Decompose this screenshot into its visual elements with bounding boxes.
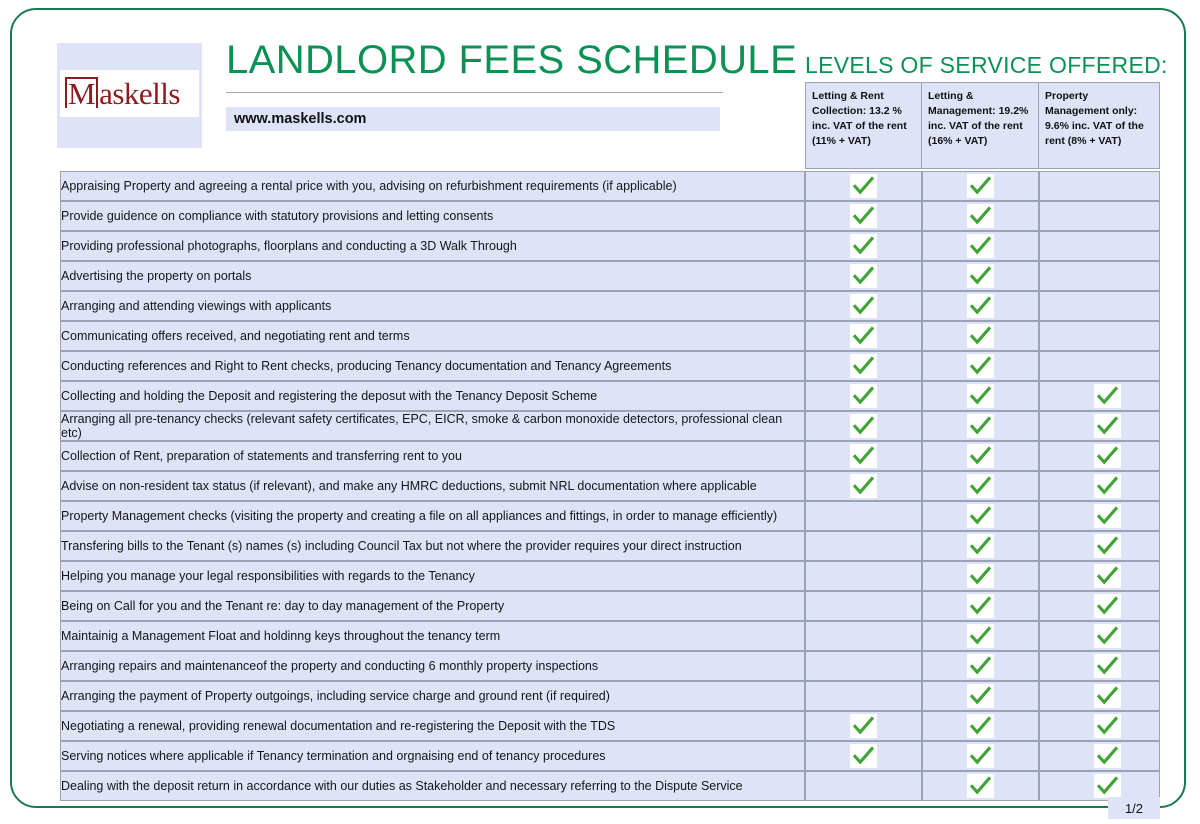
checkmark-icon	[850, 444, 877, 468]
cell-letting-management	[922, 711, 1039, 741]
logo-text	[60, 76, 180, 112]
website-band	[226, 107, 720, 131]
cell-letting-rent-collection	[805, 411, 922, 441]
checkmark-icon	[850, 234, 877, 258]
service-description: Collecting and holding the Deposit and registering the deposut with the Tenancy Deposit Scheme	[60, 381, 805, 411]
fees-table-body	[60, 171, 1160, 801]
cell-property-management-only	[1039, 321, 1160, 351]
service-description: Conducting references and Right to Rent checks, producing Tenancy documentation and Tenancy Agreements	[60, 351, 805, 381]
cell-property-management-only	[1039, 261, 1160, 291]
cell-property-management-only	[1039, 591, 1160, 621]
cell-letting-management	[922, 201, 1039, 231]
checkmark-icon	[967, 594, 994, 618]
service-description: Collection of Rent, preparation of statements and transferring rent to you	[60, 441, 805, 471]
table-row	[60, 711, 1160, 741]
cell-letting-rent-collection	[805, 561, 922, 591]
checkmark-icon	[1094, 654, 1121, 678]
table-row	[60, 351, 1160, 381]
table-row	[60, 591, 1160, 621]
cell-letting-rent-collection	[805, 261, 922, 291]
cell-letting-management	[922, 741, 1039, 771]
title-divider	[226, 92, 723, 93]
checkmark-icon	[967, 294, 994, 318]
checkmark-icon	[967, 744, 994, 768]
service-description: Appraising Property and agreeing a rental price with you, advising on refurbishment requirements (if applicable)	[60, 171, 805, 201]
checkmark-icon	[967, 624, 994, 648]
checkmark-icon	[1094, 684, 1121, 708]
cell-property-management-only	[1039, 651, 1160, 681]
checkmark-icon	[1094, 534, 1121, 558]
cell-property-management-only	[1039, 621, 1160, 651]
table-row	[60, 621, 1160, 651]
document-header	[12, 10, 1188, 162]
service-description: Provide guidence on compliance with statutory provisions and letting consents	[60, 201, 805, 231]
service-description: Dealing with the deposit return in accordance with our duties as Stakeholder and necessary referring to the Dispute Service	[60, 771, 805, 801]
table-row	[60, 771, 1160, 801]
cell-letting-rent-collection	[805, 711, 922, 741]
logo-wordmark	[60, 70, 199, 117]
cell-property-management-only	[1039, 171, 1160, 201]
cell-letting-management	[922, 351, 1039, 381]
cell-property-management-only	[1039, 231, 1160, 261]
cell-letting-management	[922, 291, 1039, 321]
checkmark-icon	[850, 384, 877, 408]
cell-letting-management	[922, 321, 1039, 351]
checkmark-icon	[967, 414, 994, 438]
cell-letting-management	[922, 261, 1039, 291]
cell-property-management-only	[1039, 381, 1160, 411]
checkmark-icon	[967, 774, 994, 798]
cell-property-management-only	[1039, 441, 1160, 471]
logo-rest: askells	[99, 75, 180, 111]
checkmark-icon	[967, 654, 994, 678]
cell-letting-rent-collection	[805, 741, 922, 771]
service-description: Negotiating a renewal, providing renewal documentation and re-registering the Deposit with the TDS	[60, 711, 805, 741]
table-row	[60, 321, 1160, 351]
cell-letting-rent-collection	[805, 231, 922, 261]
column-header-letting-management: Letting & Management: 19.2% inc. VAT of the rent (16% + VAT)	[922, 82, 1039, 169]
cell-letting-management	[922, 381, 1039, 411]
cell-letting-management	[922, 171, 1039, 201]
checkmark-icon	[1094, 714, 1121, 738]
cell-letting-rent-collection	[805, 321, 922, 351]
checkmark-icon	[967, 234, 994, 258]
cell-letting-rent-collection	[805, 501, 922, 531]
checkmark-icon	[850, 324, 877, 348]
checkmark-icon	[850, 474, 877, 498]
checkmark-icon	[850, 204, 877, 228]
cell-letting-rent-collection	[805, 651, 922, 681]
table-row	[60, 681, 1160, 711]
cell-letting-rent-collection	[805, 171, 922, 201]
checkmark-icon	[1094, 744, 1121, 768]
cell-property-management-only	[1039, 471, 1160, 501]
checkmark-icon	[850, 264, 877, 288]
table-row	[60, 741, 1160, 771]
service-description: Property Management checks (visiting the property and creating a file on all appliances and fittings, in order to manage efficiently)	[60, 501, 805, 531]
checkmark-icon	[967, 714, 994, 738]
page-number-badge: 1/2	[1108, 797, 1160, 819]
cell-letting-management	[922, 411, 1039, 441]
page-title: LANDLORD FEES SCHEDULE	[226, 38, 798, 82]
cell-letting-rent-collection	[805, 351, 922, 381]
table-row	[60, 231, 1160, 261]
checkmark-icon	[850, 744, 877, 768]
table-row	[60, 171, 1160, 201]
checkmark-icon	[850, 414, 877, 438]
service-description: Being on Call for you and the Tenant re: day to day management of the Property	[60, 591, 805, 621]
table-row	[60, 531, 1160, 561]
checkmark-icon	[1094, 504, 1121, 528]
cell-letting-management	[922, 441, 1039, 471]
checkmark-icon	[1094, 474, 1121, 498]
checkmark-icon	[967, 264, 994, 288]
cell-property-management-only	[1039, 351, 1160, 381]
cell-property-management-only	[1039, 411, 1160, 441]
logo-initial: M	[65, 77, 98, 108]
title-block	[226, 38, 798, 131]
service-description: Communicating offers received, and negotiating rent and terms	[60, 321, 805, 351]
cell-letting-rent-collection	[805, 591, 922, 621]
cell-letting-rent-collection	[805, 291, 922, 321]
service-description: Providing professional photographs, floorplans and conducting a 3D Walk Through	[60, 231, 805, 261]
cell-property-management-only	[1039, 681, 1160, 711]
checkmark-icon	[967, 444, 994, 468]
checkmark-icon	[967, 174, 994, 198]
service-description: Arranging repairs and maintenanceof the property and conducting 6 monthly property inspections	[60, 651, 805, 681]
checkmark-icon	[1094, 774, 1121, 798]
checkmark-icon	[1094, 444, 1121, 468]
cell-letting-management	[922, 471, 1039, 501]
column-header-letting-rent-collection: Letting & Rent Collection: 13.2 % inc. VAT of the rent (11% + VAT)	[805, 82, 922, 169]
levels-of-service-heading: LEVELS OF SERVICE OFFERED:	[805, 52, 1168, 78]
service-description: Maintainig a Management Float and holdinng keys throughout the tenancy term	[60, 621, 805, 651]
table-row	[60, 471, 1160, 501]
cell-letting-management	[922, 561, 1039, 591]
document-page-frame	[10, 8, 1186, 816]
landlord-fees-table	[60, 171, 1160, 801]
cell-letting-management	[922, 501, 1039, 531]
checkmark-icon	[967, 384, 994, 408]
table-row	[60, 651, 1160, 681]
checkmark-icon	[967, 534, 994, 558]
cell-property-management-only	[1039, 561, 1160, 591]
checkmark-icon	[1094, 414, 1121, 438]
cell-property-management-only	[1039, 291, 1160, 321]
checkmark-icon	[967, 354, 994, 378]
cell-letting-management	[922, 531, 1039, 561]
cell-letting-rent-collection	[805, 681, 922, 711]
table-row	[60, 201, 1160, 231]
cell-letting-rent-collection	[805, 441, 922, 471]
service-description: Serving notices where applicable if Tenancy termination and orgnaising end of tenancy procedures	[60, 741, 805, 771]
table-row	[60, 291, 1160, 321]
checkmark-icon	[1094, 594, 1121, 618]
checkmark-icon	[850, 174, 877, 198]
cell-letting-rent-collection	[805, 621, 922, 651]
checkmark-icon	[967, 474, 994, 498]
table-row	[60, 381, 1160, 411]
service-level-column-headers	[805, 82, 1160, 169]
cell-letting-rent-collection	[805, 471, 922, 501]
checkmark-icon	[967, 684, 994, 708]
checkmark-icon	[967, 204, 994, 228]
service-description: Arranging all pre-tenancy checks (relevant safety certificates, EPC, EICR, smoke & carbon monoxide detectors, professional clean etc)	[60, 411, 805, 441]
cell-letting-rent-collection	[805, 771, 922, 801]
column-header-property-management-only: Property Management only: 9.6% inc. VAT of the rent (8% + VAT)	[1039, 82, 1160, 169]
service-description: Arranging and attending viewings with applicants	[60, 291, 805, 321]
service-description: Advertising the property on portals	[60, 261, 805, 291]
cell-property-management-only	[1039, 201, 1160, 231]
cell-letting-management	[922, 651, 1039, 681]
table-row	[60, 441, 1160, 471]
cell-property-management-only	[1039, 531, 1160, 561]
service-description: Helping you manage your legal responsibilities with regards to the Tenancy	[60, 561, 805, 591]
checkmark-icon	[967, 324, 994, 348]
table-row	[60, 411, 1160, 441]
checkmark-icon	[967, 564, 994, 588]
cell-letting-management	[922, 771, 1039, 801]
website-url: www.maskells.com	[234, 111, 367, 127]
table-row	[60, 501, 1160, 531]
cell-property-management-only	[1039, 741, 1160, 771]
checkmark-icon	[850, 354, 877, 378]
checkmark-icon	[1094, 624, 1121, 648]
service-description: Arranging the payment of Property outgoings, including service charge and ground rent (if required)	[60, 681, 805, 711]
cell-property-management-only	[1039, 501, 1160, 531]
cell-letting-rent-collection	[805, 381, 922, 411]
checkmark-icon	[967, 504, 994, 528]
table-row	[60, 261, 1160, 291]
cell-letting-management	[922, 231, 1039, 261]
cell-letting-rent-collection	[805, 201, 922, 231]
cell-property-management-only	[1039, 711, 1160, 741]
cell-letting-management	[922, 591, 1039, 621]
checkmark-icon	[850, 294, 877, 318]
service-description: Transfering bills to the Tenant (s) names (s) including Council Tax but not where the provider requires your direct instruction	[60, 531, 805, 561]
service-description: Advise on non-resident tax status (if relevant), and make any HMRC deductions, submit NRL documentation where applicable	[60, 471, 805, 501]
table-row	[60, 561, 1160, 591]
checkmark-icon	[1094, 384, 1121, 408]
company-logo	[57, 43, 202, 148]
cell-letting-management	[922, 681, 1039, 711]
cell-letting-rent-collection	[805, 531, 922, 561]
checkmark-icon	[1094, 564, 1121, 588]
cell-letting-management	[922, 621, 1039, 651]
checkmark-icon	[850, 714, 877, 738]
